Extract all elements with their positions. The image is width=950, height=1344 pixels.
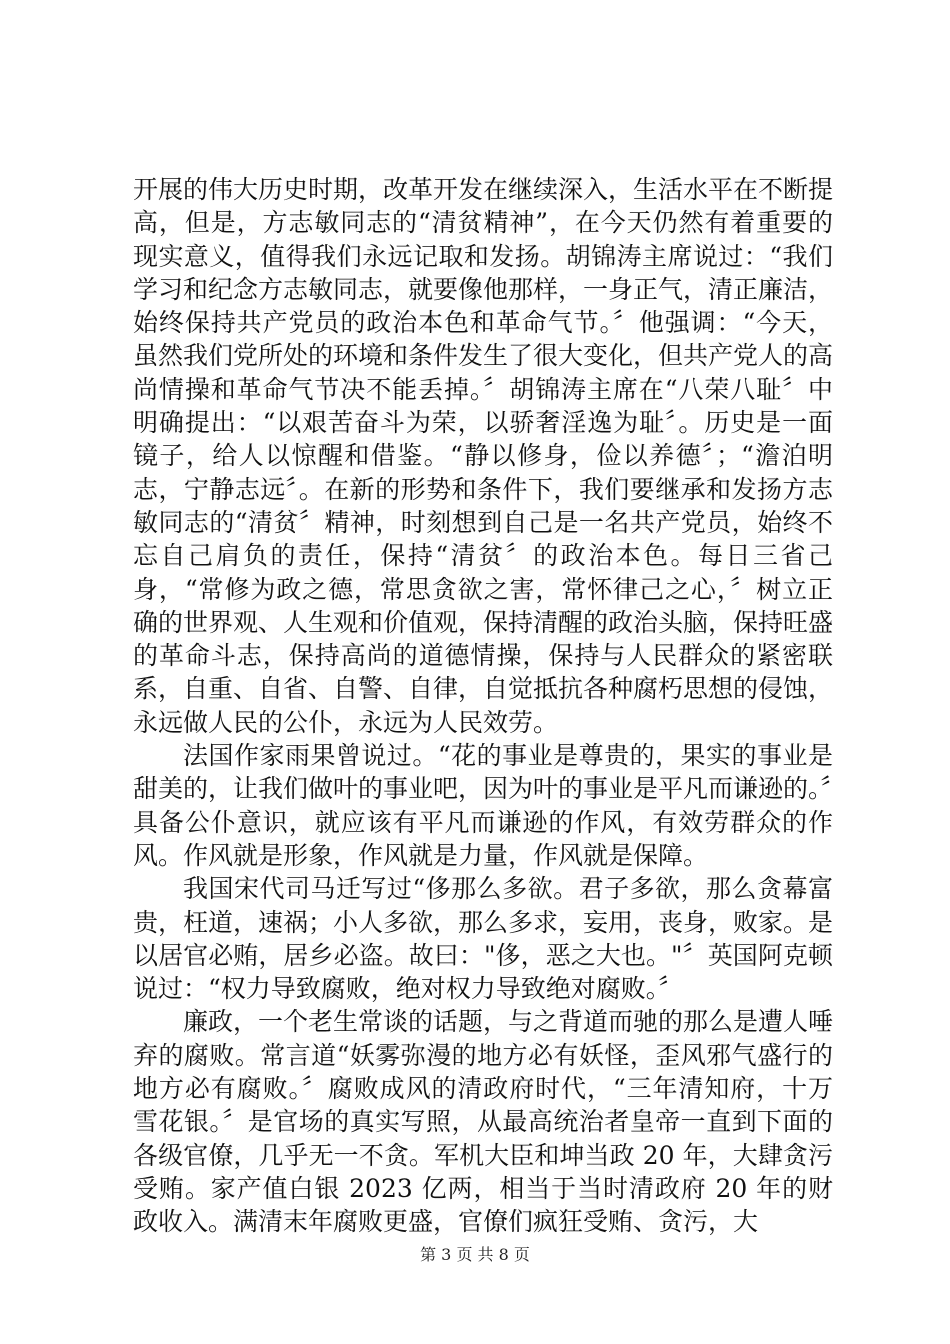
page-number-footer: 第 3 页 共 8 页 — [420, 1245, 530, 1264]
paragraph-4: 廉政，一个老生常谈的话题，与之背道而驰的那么是遭人唾弃的腐败。常言道“妖雾弥漫的地方必有妖怪，歪风邪气盛行的地方必有腐败。〞腐败成风的清政府时代，“三年清知府，十万雪花银。〞是官场的真实写照，从最高统治者皇帝一直到下面的各级官僚，几乎无一不贪。军机大臣和坤当政 20 年，大肆贪污受贿。家产值白银 2023 亿两，相当于当时清政府 20 年的财政收入。满清末年腐败更盛，官僚们疯狂受贿、贪污，大 — [133, 1007, 834, 1237]
paragraph-2: 法国作家雨果曾说过。“花的事业是尊贵的，果实的事业是甜美的，让我们做叶的事业吧，因为叶的事业是平凡而谦逊的。〞具备公仆意识，就应该有平凡而谦逊的作风，有效劳群众的作风。作风就是形象，作风就是力量，作风就是保障。 — [133, 741, 834, 870]
paragraph-3: 我国宋代司马迁写过“侈那么多欲。君子多欲，那么贪幕富贵，枉道，速祸；小人多欲，那么多求，妄用，丧身，败家。是以居官必贿，居乡必盗。故曰："侈，恶之大也。"〞英国阿克顿说过：“权力导致腐败，绝对权力导致绝对腐败。〞 — [133, 874, 834, 1004]
document-body — [133, 173, 833, 1239]
paragraph-1: 开展的伟大历史时期，改革开发在继续深入，生活水平在不断提高，但是，方志敏同志的“清贫精神”，在今天仍然有着重要的现实意义，值得我们永远记取和发扬。胡锦涛主席说过：“我们学习和纪念方志敏同志，就要像他那样，一身正气，清正廉洁，始终保持共产党员的政治本色和革命气节。〞他强调：“今天，虽然我们党所处的环境和条件发生了很大变化，但共产党人的高尚情操和革命气节决不能丢掉。〞胡锦涛主席在“八荣八耻〞中明确提出：“以艰苦奋斗为荣，以骄奢淫逸为耻〞。历史是一面镜子，给人以惊醒和借鉴。“静以修身，俭以养德〞；“澹泊明志，宁静志远〞。在新的形势和条件下，我们要继承和发扬方志敏同志的“清贫〞精神，时刻想到自己是一名共产党员，始终不忘自己肩负的责任，保持“清贫〞的政治本色。每日三省己身，“常修为政之德，常思贪欲之害，常怀律己之心，〞树立正确的世界观、人生观和价值观，保持清醒的政治头脑，保持旺盛的革命斗志，保持高尚的道德情操，保持与人民群众的紧密联系，自重、自省、自警、自律，自觉抵抗各种腐朽思想的侵蚀，永远做人民的公仆，永远为人民效劳。 — [133, 175, 834, 737]
